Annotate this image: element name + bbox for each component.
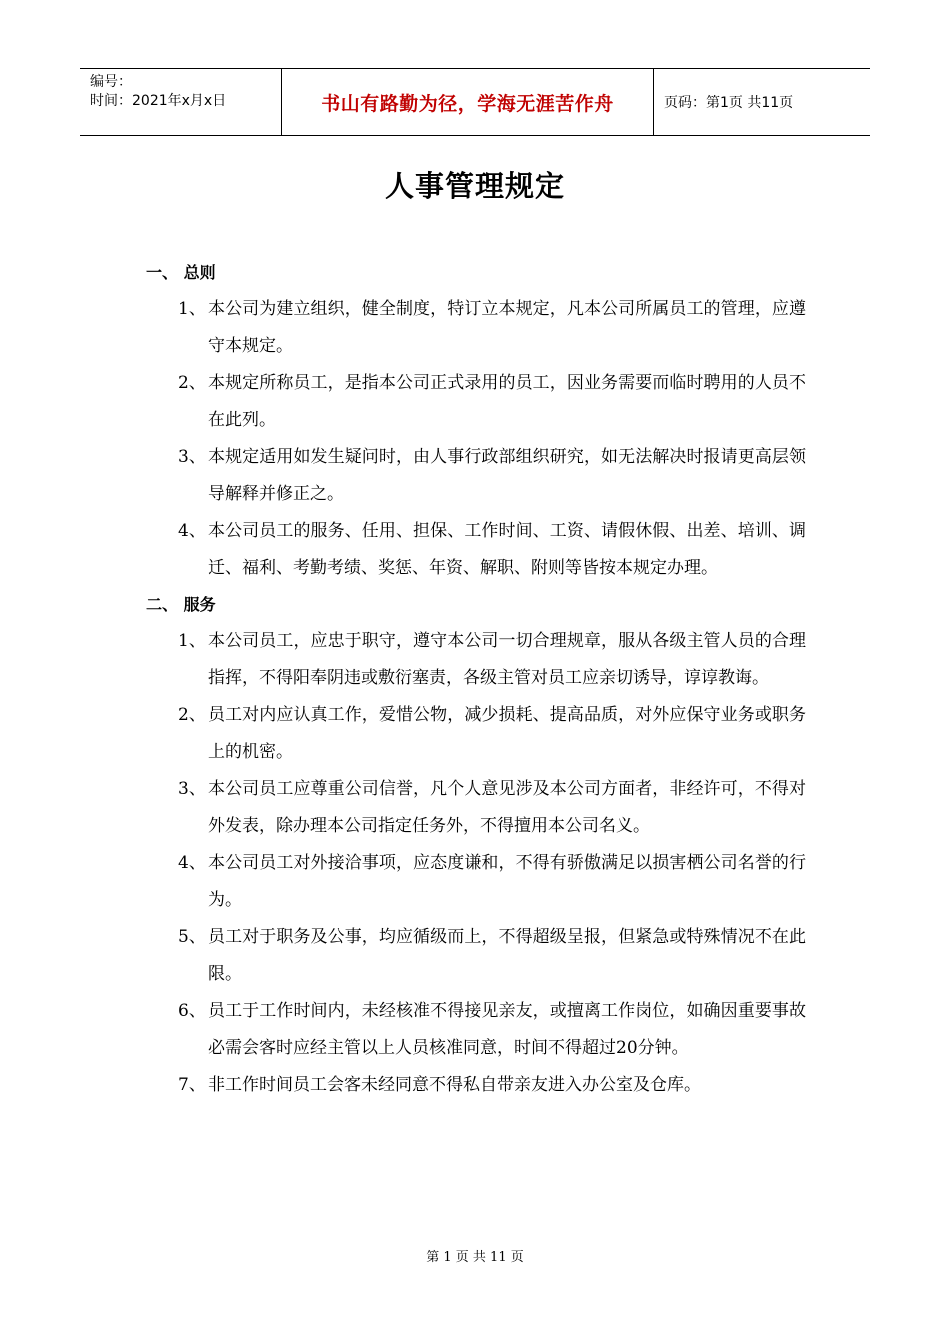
item-text: 非工作时间员工会客未经同意不得私自带亲友进入办公室及仓库。 [208, 1075, 701, 1095]
document-header [80, 68, 870, 136]
item-number: 1、 [178, 631, 206, 651]
document-title: 人事管理规定 [384, 169, 565, 203]
item-number: 6、 [178, 1001, 206, 1021]
item-text: 本公司员工，应忠于职守，遵守本公司一切合理规章，服从各级主管人员的合理指挥，不得阳奉阴违或敷衍塞责，各级主管对员工应亲切诱导，谆谆教诲。 [208, 631, 806, 688]
header-page-info: 页码：第1页 共11页 [664, 95, 794, 111]
header-time: 时间：2021年x月x日 [90, 93, 227, 109]
list-item [0, 291, 950, 365]
section-heading: 一、 总则 [146, 263, 216, 282]
list-item [0, 1067, 950, 1104]
item-text: 本规定所称员工，是指本公司正式录用的员工，因业务需要而临时聘用的人员不在此列。 [208, 373, 806, 430]
list-item [0, 771, 950, 845]
item-text: 员工对内应认真工作，爱惜公物，减少损耗、提高品质，对外应保守业务或职务上的机密。 [208, 705, 806, 762]
list-item [0, 623, 950, 697]
list-item [0, 919, 950, 993]
item-number: 5、 [178, 927, 206, 947]
item-text: 本公司员工的服务、任用、担保、工作时间、工资、请假休假、出差、培训、调迁、福利、考勤考绩、奖惩、年资、解职、附则等皆按本规定办理。 [208, 521, 806, 578]
list-item [0, 845, 950, 919]
list-item [0, 513, 950, 587]
item-text: 员工于工作时间内，未经核准不得接见亲友，或擅离工作岗位，如确因重要事故必需会客时应经主管以上人员核准同意，时间不得超过20分钟。 [208, 1001, 806, 1058]
item-number: 2、 [178, 373, 206, 393]
header-motto: 书山有路勤为径，学海无涯苦作舟 [282, 69, 654, 135]
item-text: 本公司员工对外接洽事项，应态度谦和，不得有骄傲满足以损害栖公司名誉的行为。 [208, 853, 806, 910]
list-item [0, 365, 950, 439]
item-number: 3、 [178, 779, 206, 799]
header-meta [80, 69, 282, 135]
list-item [0, 993, 950, 1067]
item-number: 2、 [178, 705, 206, 725]
document-body [0, 255, 950, 1104]
item-number: 4、 [178, 853, 206, 873]
list-item [0, 439, 950, 513]
item-text: 本公司员工应尊重公司信誉，凡个人意见涉及本公司方面者，非经许可，不得对外发表，除办理本公司指定任务外，不得擅用本公司名义。 [208, 779, 806, 836]
item-number: 7、 [178, 1075, 206, 1095]
list-item [0, 697, 950, 771]
item-number: 4、 [178, 521, 206, 541]
item-text: 员工对于职务及公事，均应循级而上，不得超级呈报，但紧急或特殊情况不在此限。 [208, 927, 806, 984]
section-heading: 二、 服务 [146, 595, 216, 614]
item-text: 本规定适用如发生疑问时，由人事行政部组织研究，如无法解决时报请更高层领导解释并修正之。 [208, 447, 806, 504]
page-footer: 第 1 页 共 11 页 [426, 1250, 524, 1265]
item-text: 本公司为建立组织，健全制度，特订立本规定，凡本公司所属员工的管理，应遵守本规定。 [208, 299, 806, 356]
header-number: 编号： [90, 74, 132, 90]
item-number: 1、 [178, 299, 206, 319]
item-number: 3、 [178, 447, 206, 467]
